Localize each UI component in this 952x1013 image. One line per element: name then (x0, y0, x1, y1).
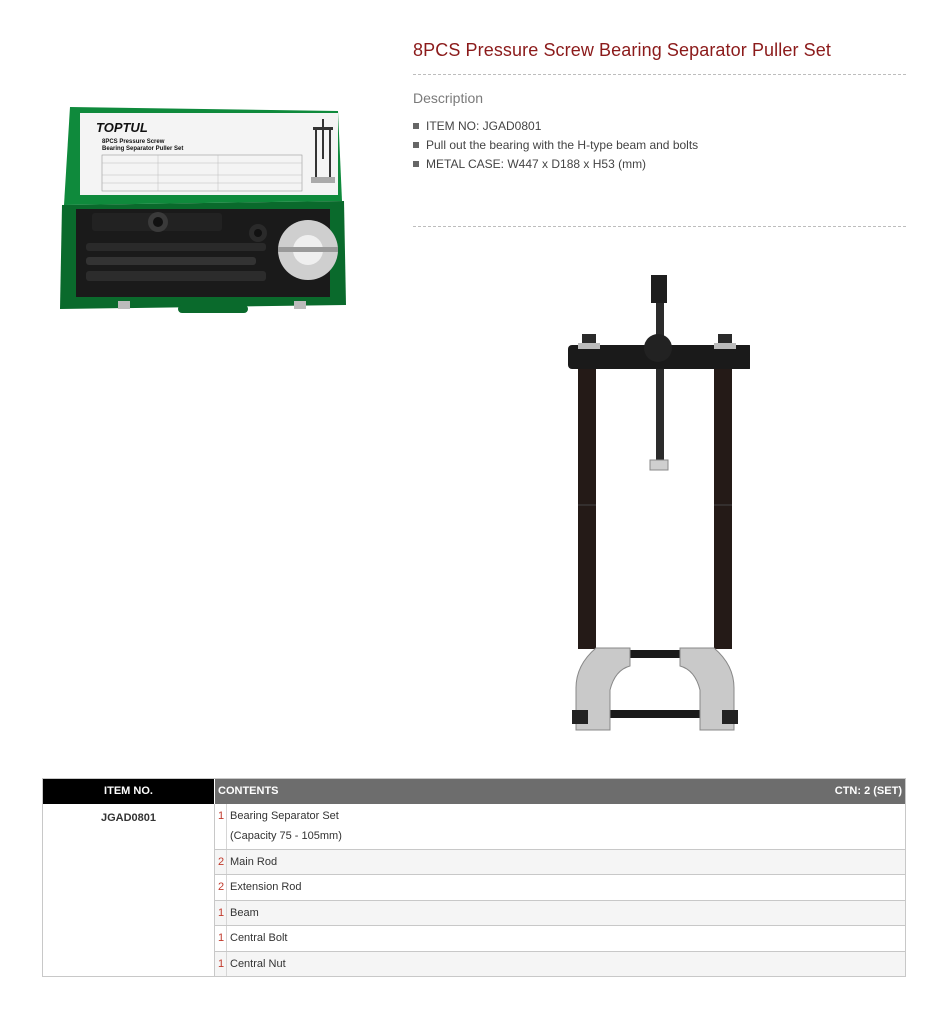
bullet-icon (413, 142, 419, 148)
contents-rows (215, 804, 905, 976)
item-name: Bearing Separator Set (230, 810, 339, 822)
qty-cell: 1 (215, 952, 227, 976)
table-row (215, 804, 905, 850)
qty-cell: 1 (215, 804, 227, 849)
contents-table (42, 778, 906, 977)
item-name: Main Rod (230, 856, 278, 868)
divider (413, 226, 906, 227)
description-item: Pull out the bearing with the H-type beam and bolts (413, 137, 698, 156)
item-name: Central Bolt (230, 932, 288, 944)
svg-text:Bearing Separator Puller Set: Bearing Separator Puller Set (102, 146, 184, 152)
description-item: METAL CASE: W447 x D188 x H53 (mm) (413, 156, 698, 175)
table-row (215, 850, 905, 875)
header-contents-label: CONTENTS (218, 785, 279, 797)
description-list (413, 118, 698, 175)
product-title: 8PCS Pressure Screw Bearing Separator Puller Set (413, 40, 831, 60)
item-name: Central Nut (230, 958, 286, 970)
qty-cell: 1 (215, 926, 227, 951)
table-row (215, 926, 905, 952)
item-detail: (Capacity 75 - 105mm) (230, 830, 342, 842)
qty-cell: 2 (215, 875, 227, 900)
table-row (215, 952, 905, 976)
svg-text:8PCS Pressure Screw: 8PCS Pressure Screw (102, 139, 165, 145)
description-item: ITEM NO: JGAD0801 (413, 118, 698, 137)
header-item-no: ITEM NO. (43, 779, 214, 804)
case-brand-text: TOPTUL (96, 120, 148, 135)
bullet-icon (413, 161, 419, 167)
table-row (215, 875, 905, 901)
bullet-icon (413, 123, 419, 129)
qty-cell: 1 (215, 901, 227, 925)
header-ctn: CTN: 2 (SET) (834, 785, 902, 797)
product-case-image (58, 105, 348, 325)
item-name: Extension Rod (230, 881, 302, 893)
qty-cell: 2 (215, 850, 227, 874)
header-contents (215, 779, 905, 804)
description-heading: Description (413, 90, 484, 106)
puller-product-image (560, 270, 750, 740)
divider (413, 74, 906, 75)
item-number: JGAD0801 (100, 812, 157, 824)
item-name: Beam (230, 907, 259, 919)
table-row (215, 901, 905, 926)
